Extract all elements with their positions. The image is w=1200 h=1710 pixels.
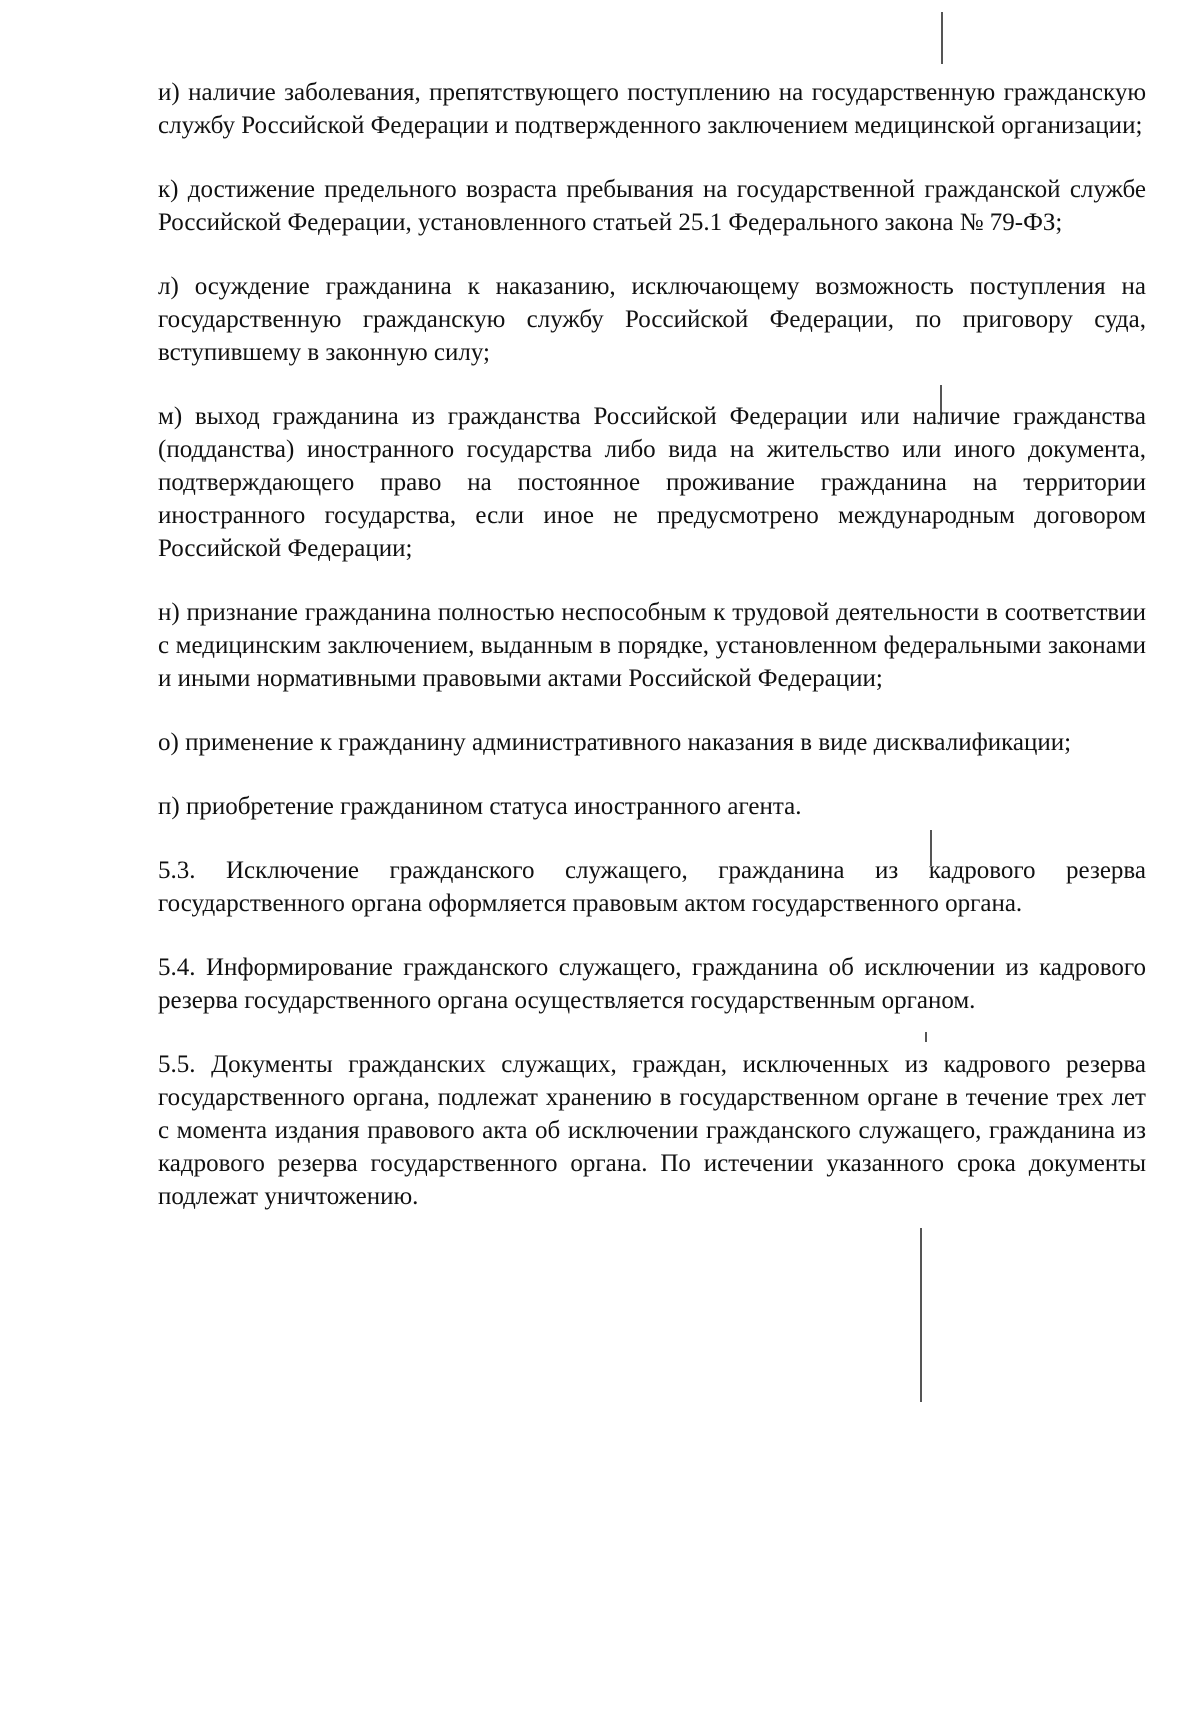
paragraph-5-4: 5.4. Информирование гражданского служащего, гражданина об исключении из кадрового резерва государственного органа осуществляется государственным органом. xyxy=(158,954,1146,1014)
paragraph-i: и) наличие заболевания, препятствующего поступлению на государственную гражданскую службу Российской Федерации и подтвержденного заключением медицинской организации; xyxy=(158,79,1146,139)
paragraph-k: к) достижение предельного возраста пребывания на государственной гражданской службе Российской Федерации, установленного статьей 25.1 Федерального закона № 79-ФЗ; xyxy=(158,176,1146,236)
scan-artifact-line xyxy=(920,1228,922,1402)
paragraph-o: о) применение к гражданину административного наказания в виде дисквалификации; xyxy=(158,729,1072,756)
paragraph-5-5: 5.5. Документы гражданских служащих, граждан, исключенных из кадрового резерва государственного органа, подлежат хранению в государственном органе в течение трех лет с момента издания правового акта об исключении гражданского служащего, гражданина из кадрового резерва государственного органа. По истечении указанного срока документы подлежат уничтожению. xyxy=(158,1051,1146,1210)
scan-artifact-line xyxy=(941,12,943,64)
paragraph-5-3: 5.3. Исключение гражданского служащего, гражданина из кадрового резерва государственного органа оформляется правовым актом государственного органа. xyxy=(158,857,1146,917)
paragraph-m: м) выход гражданина из гражданства Российской Федерации или наличие гражданства (подданства) иностранного государства либо вида на жительство или иного документа, подтверждающего право на постоянное проживание гражданина на территории иностранного государства, если иное не предусмотрено международным договором Российской Федерации; xyxy=(158,403,1146,562)
document-body xyxy=(158,76,1146,1244)
paragraph-p: п) приобретение гражданином статуса иностранного агента. xyxy=(158,793,802,820)
paragraph-n: н) признание гражданина полностью неспособным к трудовой деятельности в соответствии с медицинским заключением, выданным в порядке, установленном федеральными законами и иными нормативными правовыми актами Российской Федерации; xyxy=(158,599,1146,692)
paragraph-l: л) осуждение гражданина к наказанию, исключающему возможность поступления на государственную гражданскую службу Российской Федерации, по приговору суда, вступившему в законную силу; xyxy=(158,273,1146,366)
